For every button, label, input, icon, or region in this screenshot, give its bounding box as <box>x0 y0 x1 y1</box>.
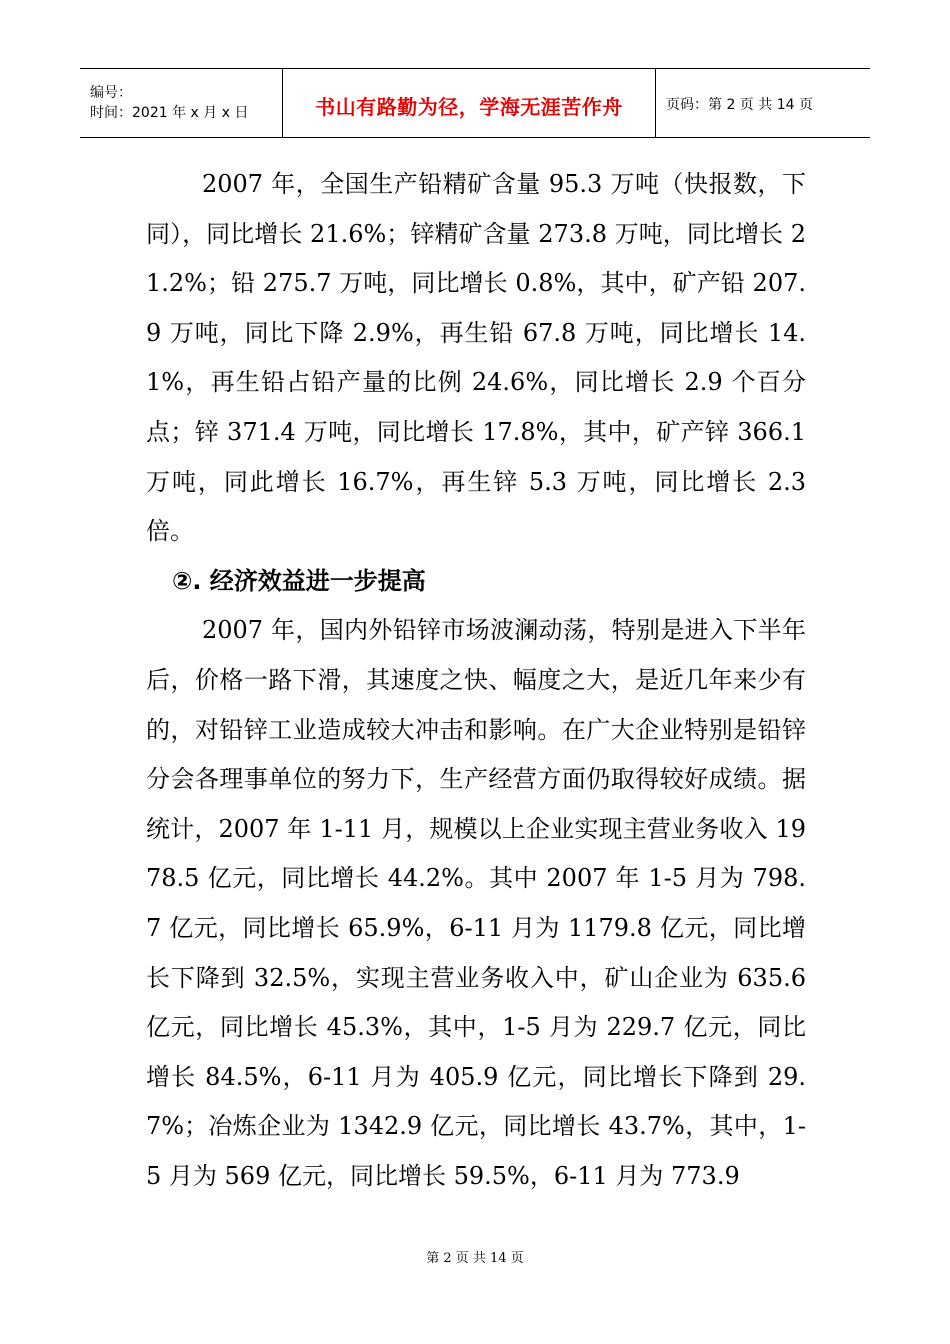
paragraph-production: 2007 年，全国生产铅精矿含量 95.3 万吨（快报数，下同），同比增长 21.6%；锌精矿含量 273.8 万吨，同比增长 21.2%；铅 275.7 万吨，同比增长 0.8%，其中，矿产铅 207.9 万吨，同比下降 2.9%，再生铅 67.8 万吨，同比增长 14.1%，再生铅占铅产量的比例 24.6%，同比增长 2.9 个百分点；锌 371.4 万吨，同比增长 17.8%，其中，矿产锌 366.1 万吨，同此增长 16.7%，再生锌 5.3 万吨，同比增长 2.3 倍。 <box>146 170 806 546</box>
header-page-number: 页码：第 2 页 共 14 页 <box>666 97 813 113</box>
header-info-cell <box>80 69 283 137</box>
page-footer: 第 2 页 共 14 页 <box>426 1251 524 1266</box>
header-motto-cell <box>283 69 656 137</box>
document-number-label: 编号： <box>90 85 132 101</box>
header-motto: 书山有路勤为径，学海无涯苦作舟 <box>315 94 623 119</box>
header-table <box>80 68 870 138</box>
document-body <box>146 160 806 1201</box>
section-heading: ②. 经济效益进一步提高 <box>172 566 426 595</box>
document-time-label: 时间：2021 年 x 月 x 日 <box>90 105 249 121</box>
header-page-cell <box>656 69 870 137</box>
paragraph-economic-benefit: 2007 年，国内外铅锌市场波澜动荡，特别是进入下半年后，价格一路下滑，其速度之快、幅度之大，是近几年来少有的，对铅锌工业造成较大冲击和影响。在广大企业特别是铅锌分会各理事单位的努力下，生产经营方面仍取得较好成绩。据统计，2007 年 1-11 月，规模以上企业实现主营业务收入 1978.5 亿元，同比增长 44.2%。其中 2007 年 1-5 月为 798.7 亿元，同比增长 65.9%，6-11 月为 1179.8 亿元，同比增长下降到 32.5%，实现主营业务收入中，矿山企业为 635.6 亿元，同比增长 45.3%，其中，1-5 月为 229.7 亿元，同比增长 84.5%，6-11 月为 405.9 亿元，同比增长下降到 29.7%；冶炼企业为 1342.9 亿元，同比增长 43.7%，其中，1-5 月为 569 亿元，同比增长 59.5%，6-11 月为 773.9 <box>146 616 806 1190</box>
